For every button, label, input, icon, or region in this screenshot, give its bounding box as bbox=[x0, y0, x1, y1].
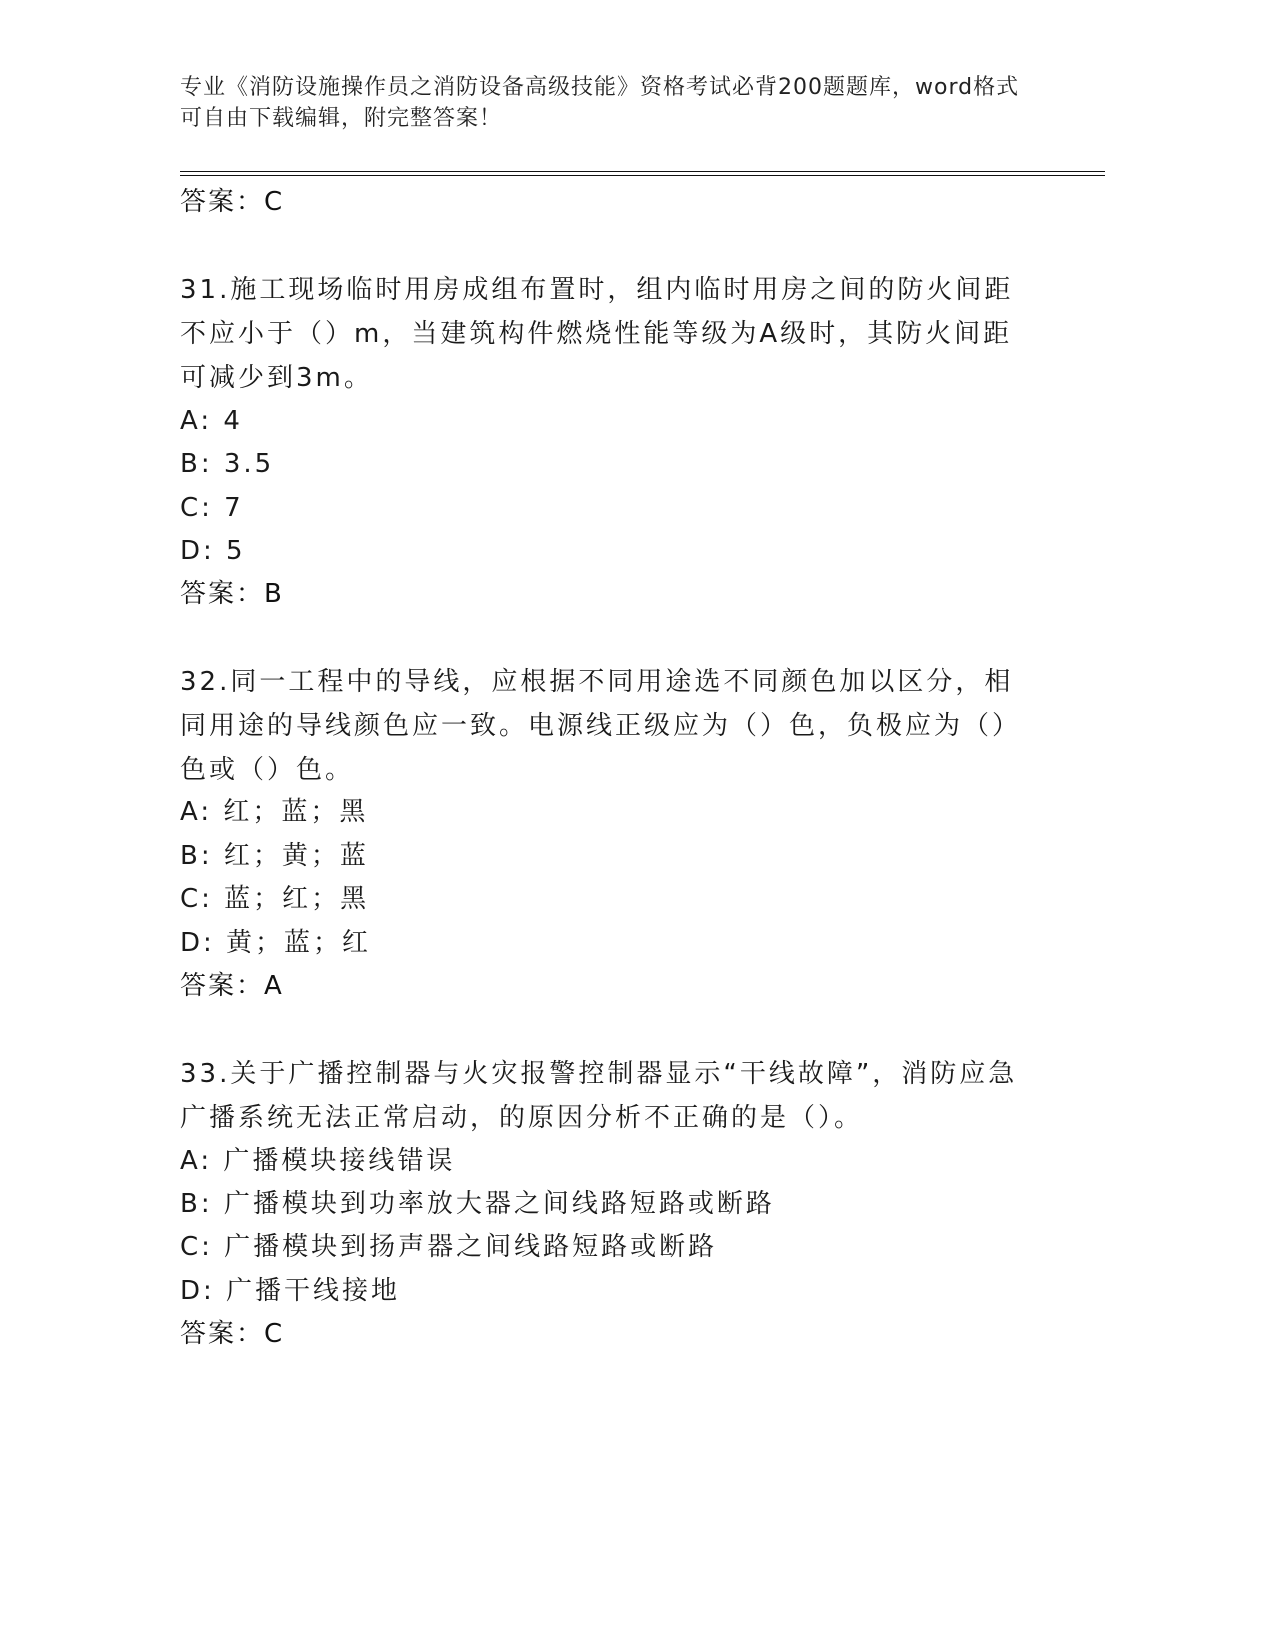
question-33-option-d: D: 广播干线接地 bbox=[180, 1276, 401, 1306]
question-31-option-a: A: 4 bbox=[180, 406, 243, 436]
question-31-option-b: B: 3.5 bbox=[180, 449, 275, 479]
question-31-option-d: D: 5 bbox=[180, 536, 246, 566]
question-33-option-b: B: 广播模块到功率放大器之间线路短路或断路 bbox=[180, 1189, 775, 1219]
question-32-option-b: B: 红；黄；蓝 bbox=[180, 841, 369, 871]
question-33-text: 33.关于广播控制器与火灾报警控制器显示“干线故障”，消防应急广播系统无法正常启动，的原因分析不正确的是（）。 bbox=[180, 1059, 1018, 1133]
question-31-option-c: C: 7 bbox=[180, 493, 244, 523]
question-32-option-c: C: 蓝；红；黑 bbox=[180, 884, 370, 914]
answer-q33: 答案：C bbox=[180, 1319, 285, 1349]
document-header: 专业《消防设施操作员之消防设备高级技能》资格考试必背200题题库，word格式可自由下载编辑，附完整答案！ bbox=[180, 75, 1020, 131]
question-33-option-a: A: 广播模块接线错误 bbox=[180, 1146, 456, 1176]
question-32-text: 32.同一工程中的导线，应根据不同用途选不同颜色加以区分，相同用途的导线颜色应一致。电源线正级应为（）色，负极应为（）色或（）色。 bbox=[180, 667, 1022, 785]
answer-q31: 答案：B bbox=[180, 579, 284, 609]
answer-q30: 答案：C bbox=[180, 187, 285, 217]
header-divider-top bbox=[180, 171, 1105, 172]
question-31-text: 31.施工现场临时用房成组布置时，组内临时用房之间的防火间距不应小于（）m，当建筑构件燃烧性能等级为A级时，其防火间距可减少到3m。 bbox=[180, 275, 1014, 393]
question-32-option-d: D: 黄；蓝；红 bbox=[180, 928, 372, 958]
header-divider-bottom bbox=[180, 175, 1105, 176]
question-32-option-a: A: 红；蓝；黑 bbox=[180, 797, 369, 827]
question-33-option-c: C: 广播模块到扬声器之间线路短路或断路 bbox=[180, 1232, 718, 1262]
answer-q32: 答案：A bbox=[180, 971, 284, 1001]
